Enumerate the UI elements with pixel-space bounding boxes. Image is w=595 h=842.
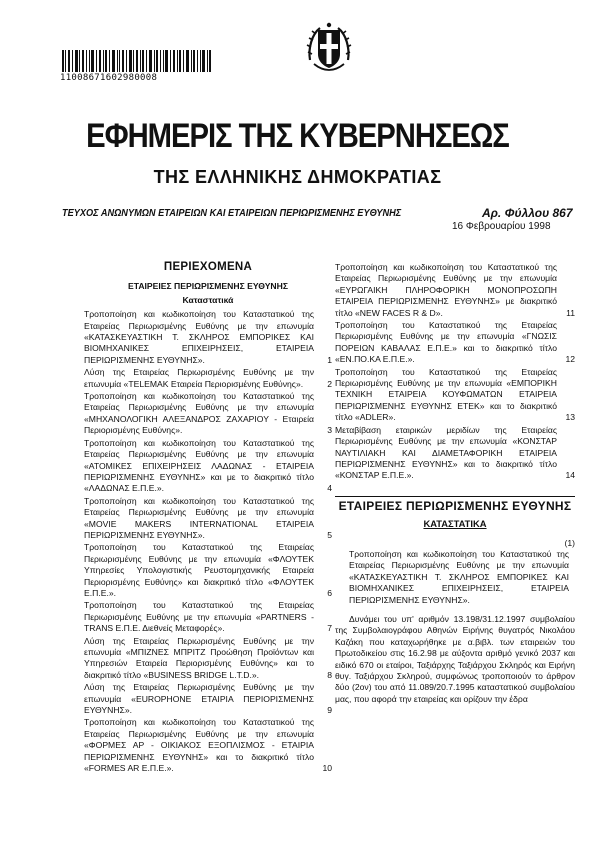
toc-entry-text: Τροποποίηση και κωδικοποίηση του Καταστατικού της Εταιρείας Περιωρισμένης Ευθύνης με την επωνυμία «MOVIE MAKERS INTERNATIONAL ΕΤΑΙΡΕΙΑ ΠΕΡΙΩΡΙΣΜΕΝΗΣ ΕΥΘΥΝΗΣ». [84, 495, 314, 540]
toc-left-column [84, 262, 332, 775]
article-body: Δυνάμει του υπ' αριθμόν 13.198/31.12.1997 συμβολαίου της Συμβολαιογράφου Αθηνών Ειρήνης θυγατρός Νικολάου Καζάκη που καταχωρήθηκε με α.βιβλ. των εταιρειών του Πρωτοδικείου στις 16.2.98 με αύξοντα αριθμό γενικό 2037 και ειδικό 670 οι εταίροι, Ταξιάρχης Ταξιάρχου Σκληρός και Ειρήνη θυγ. Ταξιάρχου Σκληρού, συμφώνως τροποποιούν το άρθρον δύο (2ον) του από 11.089/20.7.1995 καταστατικού συμβολαίου μας, που αφορά την εταιρείας και ορίζουν την έδρα [335, 613, 575, 704]
toc-entry-text: Λύση της Εταιρείας Περιωρισμένης Ευθύνης με την επωνυμία «TELEMAK Εταιρεία Περιορισμένης Ευθύνης». [84, 367, 314, 389]
toc-entry-page: 14 [565, 470, 575, 481]
toc-entry-page: 10 [322, 763, 332, 774]
toc-entry-text: Λύση της Εταιρείας Περιωρισμένης Ευθύνης με την επωνυμία «ΜΠΙΖΝΕΣ ΜΠΡΙΤΖ Προώθηση Προϊόντων και Υπηρεσιών Εταιρεία Περιορισμένης Ευθύνης» και το διακριτικό τίτλο «BUSINESS BRIDGE L.T.D.». [84, 635, 314, 680]
toc-entry-text: Μεταβίβαση εταιρικών μεριδίων της Εταιρείας Περιωρισμένης Ευθύνης με την επωνυμία «ΚΟΝΣΤΑΡ ΝΑΥΤΙΛΙΑΚΗ ΚΑΙ ΔΙΑΜΕΤΑΦΟΡΙΚΗ ΕΤΑΙΡΕΙΑ ΠΕΡΙΩΡΙΣΜΕΝΗΣ ΕΥΘΥΝΗΣ» και το διακριτικό τίτλο «ΚΟΝΣΤΑΡ Ε.Π.Ε.». [335, 424, 557, 481]
toc-entry-page: 12 [565, 354, 575, 365]
toc-entry-text: Τροποποίηση του Καταστατικού της Εταιρείας Περιωρισμένης Ευθύνης με την επωνυμία «PARTNERS - TRANS Ε.Π.Ε. Διεθνείς Μεταφορές». [84, 600, 314, 634]
toc-entry [84, 309, 332, 366]
issue-type: ΤΕΥΧΟΣ ΑΝΩΝΥΜΩΝ ΕΤΑΙΡΕΙΩΝ ΚΑΙ ΕΤΑΙΡΕΙΩΝ ΠΕΡΙΩΡΙΣΜΕΝΗΣ ΕΥΘΥΝΗΣ [62, 208, 402, 219]
toc-entry [84, 542, 332, 599]
toc-entry-page: 5 [327, 529, 332, 540]
toc-entry [84, 438, 332, 495]
greek-coat-of-arms-emblem [306, 20, 352, 78]
toc-entry [84, 367, 332, 390]
toc-entry-text: Τροποποίηση και κωδικοποίηση του Καταστατικού της Εταιρείας Περιωρισμένης Ευθύνης με την επωνυμία «ΕΥΡΩΓΑΙΚΗ ΠΛΗΡΟΦΟΡΙΚΗ ΜΟΝΟΠΡΟΣΩΠΗ ΕΤΑΙΡΕΙΑ ΠΕΡΙΩΡΙΣΜΕΝΗΣ ΕΥΘΥΝΗΣ» με διακριτικό τίτλο «NEW FACES R & D». [335, 262, 557, 318]
right-column [335, 262, 575, 705]
toc-entry [84, 496, 332, 542]
toc-entry-page: 2 [327, 378, 332, 389]
toc-entry [84, 391, 332, 437]
article-title: Τροποποίηση και κωδικοποίηση του Καταστατικού της Εταιρείας Περιωρισμένης Ευθύνης με την επωνυμία «ΚΑΤΑΣΚΕΥΑΣΤΙΚΗ Τ. ΣΚΛΗΡΟΣ ΕΜΠΟΡΙΚΕΣ ΚΑΙ ΒΙΟΜΗΧΑΝΙΚΕΣ ΕΠΙΧΕΙΡΗΣΕΙΣ, ΕΤΑΙΡΕΙΑ ΠΕΡΙΩΡΙΣΜΕΝΗΣ ΕΥΘΥΝΗΣ». [349, 548, 569, 605]
toc-heading: ΠΕΡΙΕΧΟΜΕΝΑ [163, 261, 253, 273]
issue-number: Αρ. Φύλλου 867 [482, 206, 573, 220]
toc-entry [84, 717, 332, 774]
barcode-number: 11008671602980008 [60, 73, 158, 83]
toc-entry-text: Τροποποίηση και κωδικοποίηση του Καταστατικού της Εταιρείας Περιωρισμένης Ευθύνης με την επωνυμία «ΦΟΡΜΕΣ ΑΡ - ΟΙΚΙΑΚΟΣ ΕΞΟΠΛΙΣΜΟΣ - ΕΤΑΙΡΙΑ ΠΕΡΙΩΡΙΣΜΕΝΗΣ ΕΥΘΥΝΗΣ» και το διακριτικό τίτλο «FORMES AR Ε.Π.Ε.». [84, 717, 314, 774]
toc-right-list [335, 262, 575, 482]
toc-entry-text: Τροποποίηση και κωδικοποίηση του Καταστατικού της Εταιρείας Περιωρισμένης Ευθύνης με την επωνυμία «ΚΑΤΑΣΚΕΥΑΣΤΙΚΗ Τ. ΣΚΛΗΡΟΣ ΕΜΠΟΡΙΚΕΣ ΚΑΙ ΒΙΟΜΗΧΑΝΙΚΕΣ ΕΠΙΧΕΙΡΗΣΕΙΣ, ΕΤΑΙΡΕΙΑ ΠΕΡΙΩΡΙΣΜΕΝΗΣ ΕΥΘΥΝΗΣ». [84, 309, 314, 365]
toc-entry-page: 8 [327, 669, 332, 680]
toc-entry-page: 11 [566, 307, 575, 318]
article-number: (1) [564, 537, 575, 548]
toc-entry [335, 425, 575, 482]
barcode [62, 50, 212, 72]
toc-entry [335, 320, 575, 366]
toc-entry [84, 600, 332, 634]
toc-entry-text: Λύση της Εταιρείας Περιωρισμένης Ευθύνης με την επωνυμία «EUROPHONE ΕΤΑΙΡΙΑ ΠΕΡΙΟΡΙΣΜΕΝΗΣ ΕΥΘΥΝΗΣ». [84, 682, 314, 716]
gazette-subtitle: ΤΗΣ ΕΛΛΗΝΙΚΗΣ ΔΗΜΟΚΡΑΤΙΑΣ [153, 167, 442, 187]
toc-entry [84, 636, 332, 682]
toc-entry-page: 7 [327, 623, 332, 634]
toc-entry-text: Τροποποίηση και κωδικοποίηση του Καταστατικού της Εταιρείας Περιωρισμένης Ευθύνης με την επωνυμία «ΜΗΧΑΝΟΛΟΓΙΚΗ ΑΛΕΞΑΝΔΡΟΣ ΖΑΧΑΡΙΟΥ - Εταιρεία Περιορισμένης Ευθύνης». [84, 391, 314, 436]
issue-date: 16 Φεβρουαρίου 1998 [452, 221, 551, 232]
toc-entry-page: 1 [327, 354, 332, 365]
toc-entry-page: 13 [565, 412, 575, 423]
toc-entry [84, 682, 332, 716]
section-heading: ΕΤΑΙΡΕΙΕΣ ΠΕΡΙΩΡΙΣΜΕΝΗΣ ΕΥΘΥΝΗΣ [335, 496, 575, 512]
gazette-title: ΕΦΗΜΕΡΙΣ ΤΗΣ ΚΥΒΕΡΝΗΣΕΩΣ [86, 117, 509, 155]
toc-entry-page: 3 [327, 425, 332, 436]
toc-left-list [84, 309, 332, 774]
toc-entry-page: 6 [327, 587, 332, 598]
toc-entry-text: Τροποποίηση του Καταστατικού της Εταιρείας Περιωρισμένης Ευθύνης με την επωνυμία «ΕΜΠΟΡΙΚΗ ΤΕΧΝΙΚΗ ΕΤΑΙΡΕΙΑ ΚΟΥΦΩΜΑΤΩΝ ΕΤΑΙΡΕΙΑ ΠΕΡΙΩΡΙΣΜΕΝΗΣ ΕΥΘΥΝΗΣ ΕΤΕΚ» και το διακριτικό τίτλο «ADLER». [335, 366, 557, 423]
toc-entry [335, 262, 575, 319]
toc-entry-page: 4 [327, 483, 332, 494]
toc-entry-text: Τροποποίηση και κωδικοποίηση του Καταστατικού της Εταιρείας Περιωρισμένης Ευθύνης με την επωνυμία «ΑΤΟΜΙΚΕΣ ΕΠΙΧΕΙΡΗΣΕΙΣ ΛΑΔΩΝΑΣ - ΕΤΑΙΡΕΙΑ ΠΕΡΙΩΡΙΣΜΕΝΗΣ ΕΥΘΥΝΗΣ» και με το διακριτικό τίτλο «ΛΑΔΩΝΑΣ Ε.Π.Ε.». [84, 437, 314, 494]
toc-section: ΕΤΑΙΡΕΙΕΣ ΠΕΡΙΩΡΙΣΜΕΝΗΣ ΕΥΘΥΝΗΣ [127, 281, 289, 292]
toc-entry-text: Τροποποίηση του Καταστατικού της Εταιρείας Περιωρισμένης Ευθύνης με την επωνυμία «ΦΛΟΥΤΕΚ Υπηρεσίες Υπολογιστικής Ρευστομηχανικής Εταιρεία Περιορισμένης Ευθύνης» και διακριτικό τίτλο «ΦΛΟΥΤΕΚ Ε.Π.Ε.». [84, 542, 314, 598]
toc-entry-text: Τροποποίηση του Καταστατικού της Εταιρείας Περιωρισμένης Ευθύνης με την επωνυμία «ΓΝΩΣΙΣ ΠΟΡΕΙΩΝ ΚΑΒΑΛΑΣ Ε.Π.Ε.» και το διακριτικό τίτλο «ΕΝ.ΠΟ.ΚΑ Ε.Π.Ε.». [335, 320, 557, 365]
toc-subsection: Καταστατικά [182, 294, 234, 305]
toc-entry [335, 367, 575, 424]
section-subheading: ΚΑΤΑΣΤΑΤΙΚΑ [423, 518, 487, 530]
toc-entry-page: 9 [327, 705, 332, 716]
